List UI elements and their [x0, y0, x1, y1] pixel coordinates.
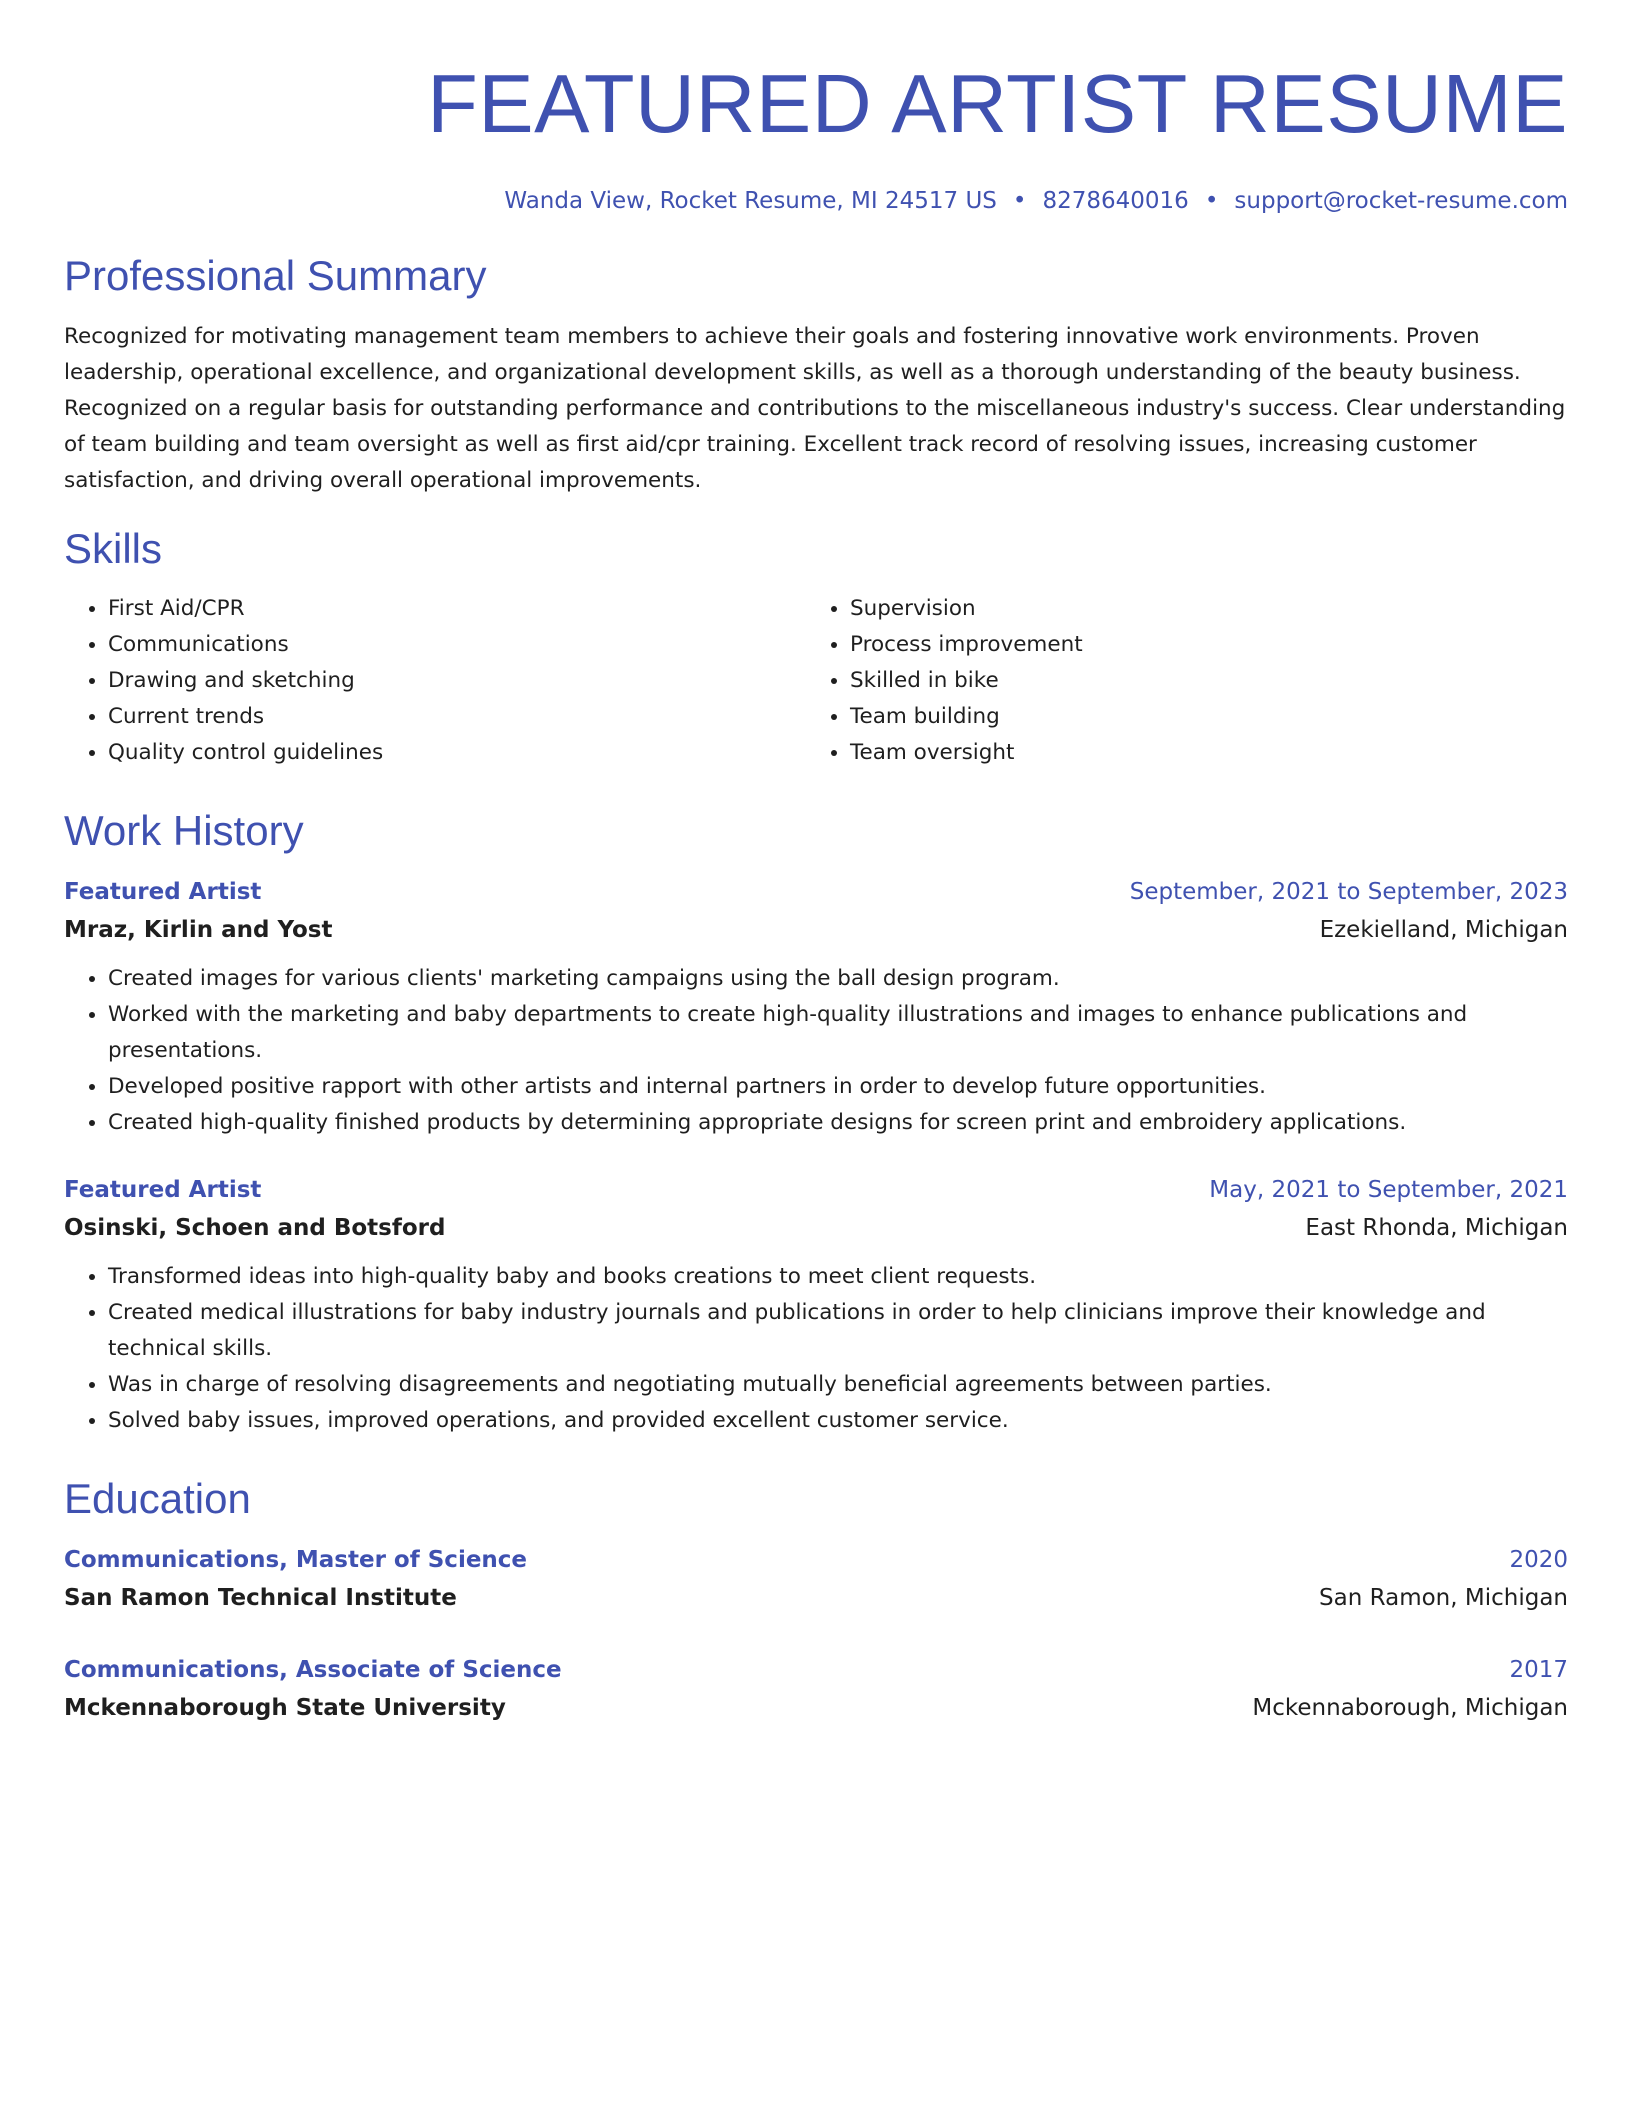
summary-heading: Professional Summary [64, 252, 487, 299]
skill-item: • Skilled in bike [850, 663, 1548, 699]
contact-separator: • [1012, 188, 1027, 214]
education-year: 2020 [1509, 1547, 1568, 1573]
job-bullet: • Worked with the marketing and baby departments to create high-quality illustrations and images to enhance publications and presentations. [108, 997, 1568, 1069]
skill-item: • Team oversight [850, 735, 1548, 771]
job-bullet: • Solved baby issues, improved operations, and provided excellent customer service. [108, 1403, 1568, 1439]
skills-heading: Skills [64, 525, 163, 572]
job-location: East Rhonda, Michigan [1305, 1215, 1568, 1241]
skills-column-left [64, 591, 806, 771]
job-bullet: • Transformed ideas into high-quality baby and books creations to meet client requests. [108, 1259, 1568, 1295]
education-location: San Ramon, Michigan [1319, 1585, 1568, 1611]
education-school: San Ramon Technical Institute [64, 1585, 457, 1611]
education-degree-row [64, 1651, 1568, 1689]
job-bullet: • Created medical illustrations for baby industry journals and publications in order to help clinicians improve their knowledge and technical skills. [108, 1295, 1568, 1367]
work-history-heading: Work History [64, 807, 304, 854]
job-company: Mraz, Kirlin and Yost [64, 917, 333, 943]
skill-item: • Quality control guidelines [108, 735, 806, 771]
resume-header [64, 54, 1568, 216]
skill-item: • Drawing and sketching [108, 663, 806, 699]
summary-text: Recognized for motivating management team members to achieve their goals and fostering innovative work environments. Proven leadership, operational excellence, and organizational development skills, as well as a thorough understanding of the beauty business. Recognized on a regular basis for outstanding performance and contributions to the miscellaneous industry's success. Clear understanding of team building and team oversight as well as first aid/cpr training. Excellent track record of resolving issues, increasing customer satisfaction, and driving overall operational improvements. [64, 324, 1566, 493]
education-school: Mckennaborough State University [64, 1695, 506, 1721]
job-title: Featured Artist [64, 879, 262, 905]
job-bullet: • Developed positive rapport with other artists and internal partners in order to develop future opportunities. [108, 1069, 1568, 1105]
education-entry [64, 1651, 1568, 1727]
contact-address: Wanda View, Rocket Resume, MI 24517 US [504, 188, 997, 214]
job-title: Featured Artist [64, 1177, 262, 1203]
job-title-row [64, 873, 1568, 911]
education-heading: Education [64, 1475, 251, 1522]
skill-item: • Communications [108, 627, 806, 663]
education-year: 2017 [1509, 1657, 1568, 1683]
education-degree: Communications, Associate of Science [64, 1657, 562, 1683]
education-school-row [64, 1689, 1568, 1727]
job-bullets [64, 961, 1568, 1141]
skill-item: • First Aid/CPR [108, 591, 806, 627]
job-company: Osinski, Schoen and Botsford [64, 1215, 446, 1241]
skill-item: • Current trends [108, 699, 806, 735]
education-degree: Communications, Master of Science [64, 1547, 528, 1573]
job-title-row [64, 1171, 1568, 1209]
job-bullet: • Created high-quality finished products by determining appropriate designs for screen print and embroidery applications. [108, 1105, 1568, 1141]
job-entry [64, 873, 1568, 1141]
education-school-row [64, 1579, 1568, 1617]
job-company-row [64, 1209, 1568, 1247]
job-bullets [64, 1259, 1568, 1439]
contact-phone: 8278640016 [1042, 188, 1189, 214]
job-bullet: • Was in charge of resolving disagreements and negotiating mutually beneficial agreements between parties. [108, 1367, 1568, 1403]
job-entry [64, 1171, 1568, 1439]
job-dates: May, 2021 to September, 2021 [1209, 1177, 1568, 1203]
contact-separator: • [1204, 188, 1219, 214]
education-entry [64, 1541, 1568, 1617]
skill-item: • Process improvement [850, 627, 1548, 663]
skills-column-right [806, 591, 1548, 771]
job-bullet: • Created images for various clients' marketing campaigns using the ball design program. [108, 961, 1568, 997]
contact-email[interactable]: support@rocket-resume.com [1234, 188, 1568, 214]
education-degree-row [64, 1541, 1568, 1579]
education-location: Mckennaborough, Michigan [1252, 1695, 1568, 1721]
contact-line [64, 186, 1568, 216]
job-location: Ezekielland, Michigan [1319, 917, 1568, 943]
skill-item: • Team building [850, 699, 1548, 735]
skill-item: • Supervision [850, 591, 1548, 627]
job-company-row [64, 911, 1568, 949]
resume-title: FEATURED ARTIST RESUME [427, 57, 1568, 150]
job-dates: September, 2021 to September, 2023 [1129, 879, 1568, 905]
skills-list [64, 591, 1568, 771]
